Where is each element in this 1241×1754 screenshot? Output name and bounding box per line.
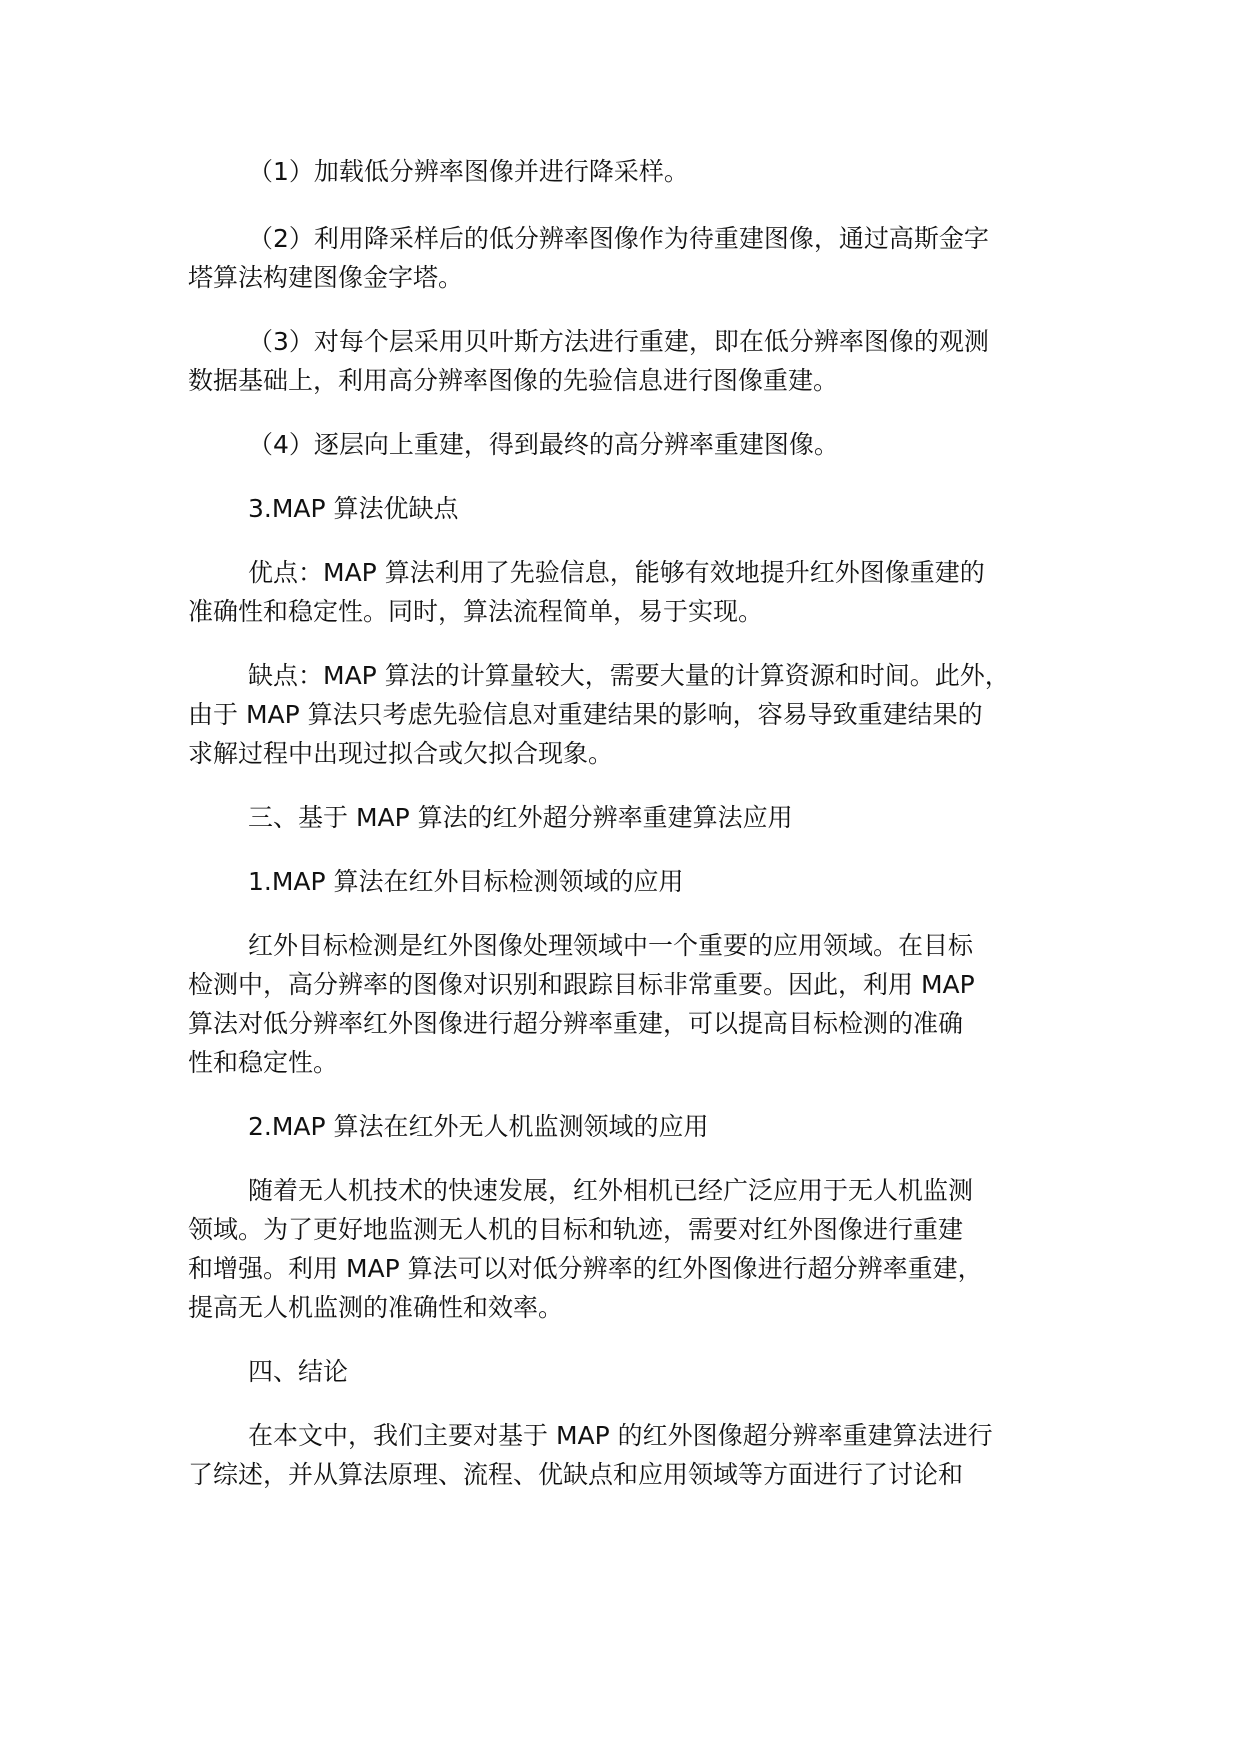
advantages-paragraph [188,553,1078,631]
conclusion-paragraph [188,1416,1078,1494]
chapter-heading-applications [188,798,1078,837]
text-line: （2）利用降采样后的低分辨率图像作为待重建图像，通过高斯金字 [248,224,989,253]
uav-monitoring-paragraph [188,1171,1078,1327]
text-line: （1）加载低分辨率图像并进行降采样。 [248,157,689,186]
section-heading-uav-monitoring [188,1107,1078,1146]
heading-text: 1.MAP 算法在红外目标检测领域的应用 [248,867,684,896]
text-line: 算法对低分辨率红外图像进行超分辨率重建，可以提高目标检测的准确 [188,1009,964,1038]
text-line: 求解过程中出现过拟合或欠拟合现象。 [188,739,614,768]
text-line: 优点：MAP 算法利用了先验信息，能够有效地提升红外图像重建的 [248,558,985,587]
text-line: 领域。为了更好地监测无人机的目标和轨迹，需要对红外图像进行重建 [188,1215,964,1244]
text-line: 性和稳定性。 [188,1048,339,1077]
section-heading-map-pros-cons [188,489,1078,528]
step-3-paragraph [188,322,1078,400]
text-line: 和增强。利用 MAP 算法可以对低分辨率的红外图像进行超分辨率重建， [188,1254,983,1283]
step-4-paragraph [188,425,1078,464]
text-line: （3）对每个层采用贝叶斯方法进行重建，即在低分辨率图像的观测 [248,327,989,356]
document-page [188,152,1078,1494]
text-line: 由于 MAP 算法只考虑先验信息对重建结果的影响，容易导致重建结果的 [188,700,983,729]
section-heading-target-detection [188,862,1078,901]
step-2-paragraph [188,219,1078,297]
heading-text: 四、结论 [248,1357,349,1386]
chapter-heading-conclusion [188,1352,1078,1391]
heading-text: 三、基于 MAP 算法的红外超分辨率重建算法应用 [248,803,793,832]
disadvantages-paragraph [188,656,1078,773]
heading-text: 3.MAP 算法优缺点 [248,494,459,523]
text-line: 提高无人机监测的准确性和效率。 [188,1293,564,1322]
text-line: （4）逐层向上重建，得到最终的高分辨率重建图像。 [248,430,839,459]
text-line: 随着无人机技术的快速发展，红外相机已经广泛应用于无人机监测 [248,1176,974,1205]
text-line: 准确性和稳定性。同时，算法流程简单，易于实现。 [188,597,764,626]
text-line: 检测中，高分辨率的图像对识别和跟踪目标非常重要。因此，利用 MAP [188,970,975,999]
text-line: 在本文中，我们主要对基于 MAP 的红外图像超分辨率重建算法进行 [248,1421,993,1450]
target-detection-paragraph [188,926,1078,1082]
text-line: 了综述，并从算法原理、流程、优缺点和应用领域等方面进行了讨论和 [188,1460,964,1489]
text-line: 缺点：MAP 算法的计算量较大，需要大量的计算资源和时间。此外， [248,661,1010,690]
step-1-paragraph [188,152,1078,191]
heading-text: 2.MAP 算法在红外无人机监测领域的应用 [248,1112,709,1141]
text-line: 数据基础上，利用高分辨率图像的先验信息进行图像重建。 [188,366,839,395]
text-line: 塔算法构建图像金字塔。 [188,263,464,292]
text-line: 红外目标检测是红外图像处理领域中一个重要的应用领域。在目标 [248,931,974,960]
